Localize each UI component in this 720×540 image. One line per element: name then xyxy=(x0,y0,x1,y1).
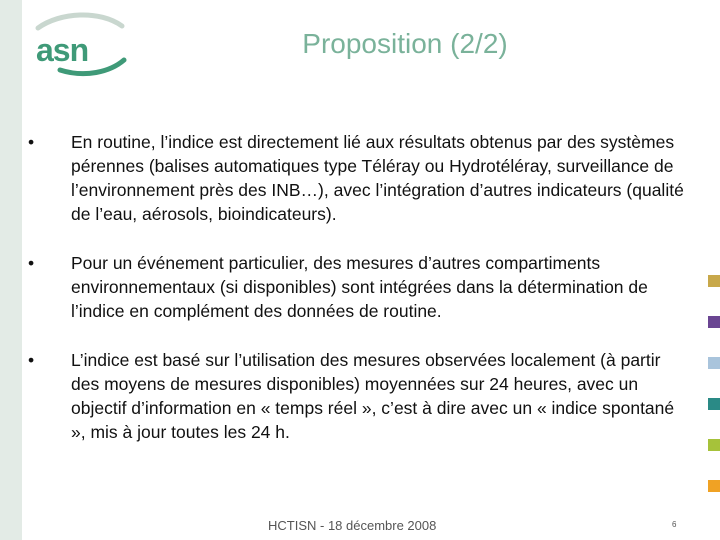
page-title: Proposition (2/2) xyxy=(302,28,508,59)
logo-text: asn xyxy=(36,32,89,68)
accent-square xyxy=(708,398,720,410)
accent-square xyxy=(708,439,720,451)
bullet-list xyxy=(28,130,688,444)
page-number: 6 xyxy=(672,520,677,529)
bullet-item xyxy=(28,348,688,444)
bullet-text: Pour un événement particulier, des mesures d’autres compartiments environnementaux (si disponibles) sont intégrées dans la détermination de l’indice en complément des données de routine. xyxy=(71,253,648,321)
bullet-marker: • xyxy=(28,350,35,370)
bullet-text: En routine, l’indice est directement lié aux résultats obtenus par des systèmes pérennes (balises automatiques type Téléray ou Hydrotéléray, surveillance de l’environnement près des INB…), avec l’intégration d’autres indicateurs (qualité de l’eau, aérosols, bioindicateurs). xyxy=(71,132,684,224)
accent-squares xyxy=(708,275,720,521)
accent-square xyxy=(708,480,720,492)
bullet-item xyxy=(28,251,688,323)
bullet-item xyxy=(28,130,688,226)
bullet-text: L’indice est basé sur l’utilisation des mesures observées localement (à partir des moyens de mesures disponibles) moyennées sur 24 heures, avec un objectif d’information en « temps réel », c’est à dire avec un « indice spontané », mis à jour toutes les 24 h. xyxy=(71,350,675,442)
left-decorative-band xyxy=(0,0,22,540)
accent-square xyxy=(708,275,720,287)
asn-logo xyxy=(30,12,130,78)
accent-square xyxy=(708,357,720,369)
bullet-marker: • xyxy=(28,132,35,152)
footer-text: HCTISN - 18 décembre 2008 xyxy=(268,518,437,533)
bullet-marker: • xyxy=(28,253,35,273)
accent-square xyxy=(708,316,720,328)
